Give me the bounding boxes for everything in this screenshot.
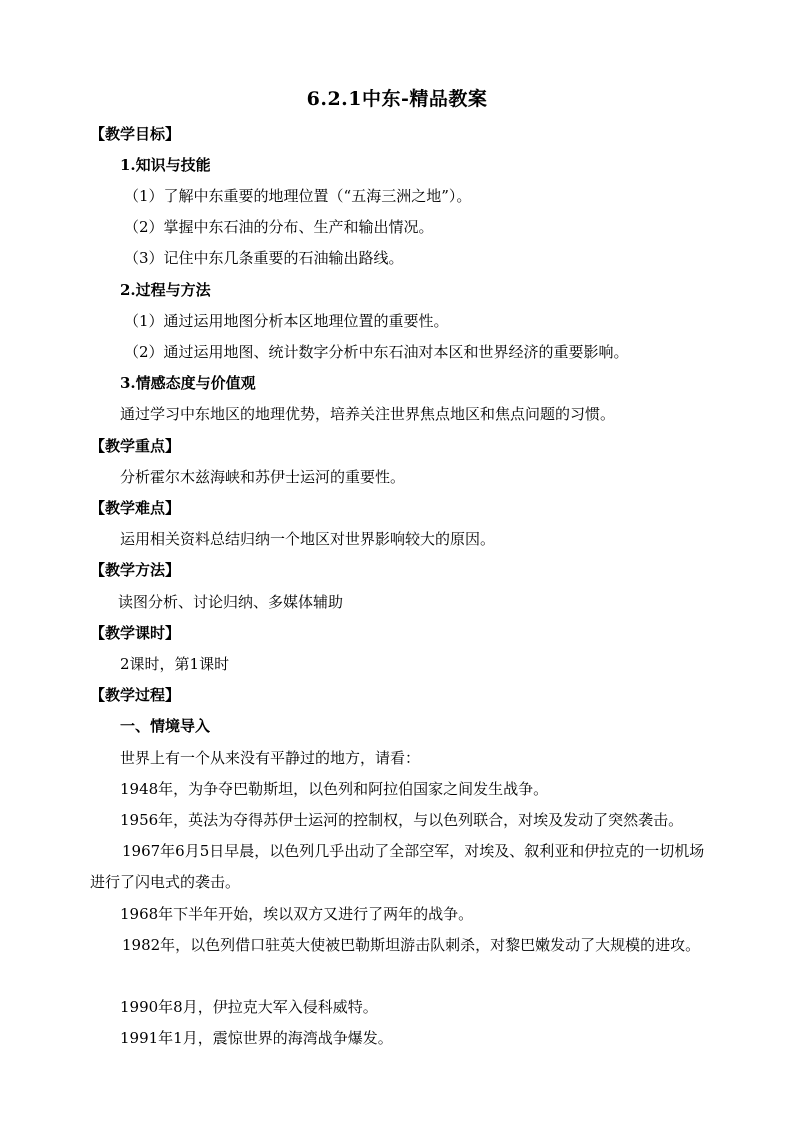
knowledge-item: （2）掌握中东石油的分布、生产和输出情况。 <box>124 218 434 236</box>
difficulties-text: 运用相关资料总结归纳一个地区对世界影响较大的原因。 <box>120 530 496 548</box>
hours-text: 2课时，第1课时 <box>120 655 230 673</box>
attitude-text: 通过学习中东地区的地理优势，培养关注世界焦点地区和焦点问题的习惯。 <box>120 405 616 423</box>
paragraph-1967 <box>90 836 710 898</box>
process-item: （2）通过运用地图、统计数字分析中东石油对本区和世界经济的重要影响。 <box>124 343 629 361</box>
knowledge-item: （3）记住中东几条重要的石油输出路线。 <box>124 249 404 267</box>
process-item: （1）通过运用地图分析本区地理位置的重要性。 <box>124 312 449 330</box>
key-points-heading: 【教学重点】 <box>90 437 181 455</box>
attitude-heading: 3.情感态度与价值观 <box>120 374 256 392</box>
intro-line: 1956年，英法为夺得苏伊士运河的控制权，与以色列联合，对埃及发动了突然袭击。 <box>120 811 684 829</box>
objectives-heading: 【教学目标】 <box>90 125 181 143</box>
intro-heading: 一、情境导入 <box>120 717 211 735</box>
paragraph-1982-text: 1982年，以色列借口驻英大使被巴勒斯坦游击队刺杀，对黎巴嫩发动了大规模的进攻。 <box>122 936 701 954</box>
line-1991: 1991年1月，震惊世界的海湾战争爆发。 <box>120 1029 393 1047</box>
hours-heading: 【教学课时】 <box>90 624 181 642</box>
process-main-heading: 【教学过程】 <box>90 686 181 704</box>
key-points-text: 分析霍尔木兹海峡和苏伊士运河的重要性。 <box>120 468 406 486</box>
intro-line: 世界上有一个从来没有平静过的地方，请看： <box>120 749 421 767</box>
document-title: 6.2.1中东-精品教案 <box>306 88 488 110</box>
knowledge-heading: 1.知识与技能 <box>120 156 211 174</box>
line-1968: 1968年下半年开始，埃以双方又进行了两年的战争。 <box>120 905 474 923</box>
methods-text: 读图分析、讨论归纳、多媒体辅助 <box>118 593 344 611</box>
intro-line: 1948年，为争夺巴勒斯坦，以色列和阿拉伯国家之间发生战争。 <box>120 780 549 798</box>
knowledge-item: （1）了解中东重要的地理位置（“五海三洲之地”）。 <box>124 187 472 205</box>
paragraph-1967-text: 1967年6月5日早晨，以色列几乎出动了全部空军，对埃及、叙利亚和伊拉克的一切机场进行了闪电式的袭击。 <box>90 842 705 891</box>
line-1990: 1990年8月，伊拉克大军入侵科威特。 <box>120 998 378 1016</box>
paragraph-1982 <box>90 930 710 961</box>
difficulties-heading: 【教学难点】 <box>90 499 181 517</box>
process-heading: 2.过程与方法 <box>120 281 211 299</box>
methods-heading: 【教学方法】 <box>90 561 181 579</box>
